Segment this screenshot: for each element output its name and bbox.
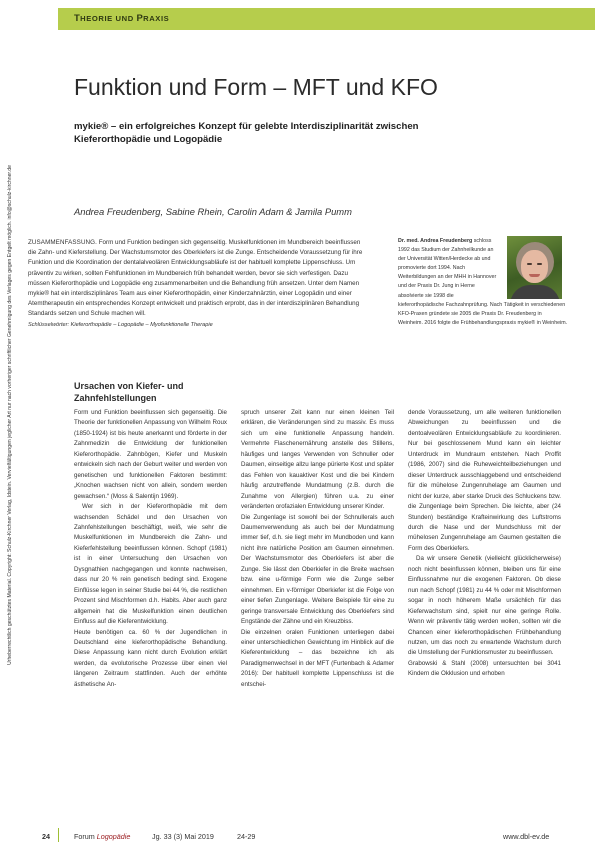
article-subtitle: mykie® – ein erfolgreiches Konzept für gelebte Interdisziplinarität zwischen Kieferorthopädie und Logopädie — [74, 121, 419, 145]
keywords-label: Schlüsselwörter: — [28, 321, 70, 328]
footer-divider — [58, 828, 59, 842]
author-bio-text-2: kieferorthopädische Fachzahnprüfung. Nach Tätigkeit in verschiedenen KFO-Praxen gründete sie 2005 die Praxis Dr. Freudenberg in Weinheim. 2016 folgte die Frühbehandlungspraxis mykie® in Weinheim. — [398, 301, 568, 326]
paragraph: Heute benötigen ca. 60 % der Jugendlichen in Deutschland eine kieferorthopädische Behandlung. Diese Anpassung kann nicht durch Evolution erklärt werden, da evolutorische Prozesse über einen viel längeren Zeitraum stattfinden. Auch der erhöhte ästhetische An- — [74, 628, 227, 688]
journal-logo-text: Logopädie — [96, 832, 131, 841]
paragraph: Form und Funktion beeinflussen sich gegenseitig. Die Theorie der funktionellen Anpassung von Wilhelm Roux (1850-1924) ist bis heute anerkannt und förderte in der Zahnmedizin die Entwicklung der funktionellen Kieferorthopädie. Zahnbögen, Kiefer und Muskeln entwickeln sich nach der Geburt weiter und werden von genetischen und funktionellen Faktoren bestimmt: „Knochen wachsen nicht von allein, sondern werden gewachsen.“ (Moss & Salentijn 1969). — [74, 409, 227, 500]
copyright-sidebar — [0, 26, 20, 804]
paragraph: Wer sich in der Kieferorthopädie mit dem wachsenden Schädel und den Ursachen von Zahnfehlstellungen beschäftigt, weiß, wie sehr die Muskelfunktionen im Mundbereich die Zahn- und Kieferfehlstellung beeinflussen können. Schopf (1981) ist in einer Untersuchung den Ursachen von Dysgnathien nachgegangen und konnte nachweisen, dass nur 20 % rein genetisch bedingt sind. Exogene Einflüsse legen in seiner Studie bei 44 %, die restlichen Prozent sind Mischformen d.h. Habits. Aber auch ganz allgemein hat die Muskelfunktion einen deutlichen Einfluss auf die Kieferentwicklung. — [74, 503, 227, 626]
paragraph: spruch unserer Zeit kann nur einen kleinen Teil erklären, die Veränderungen sind zu massiv. Es muss sich um eine funktionelle Anpassung handeln. Vermehrte Flaschenernährung anstelle des Stillens, häufiges und langes Verwenden von Schnuller oder Daumen, einseitige allzu lange pürierte Kost und später das Fehlen von kauaktiver Kost und die bei Kindern häufig anzutreffende Mundatmung (z.B. durch die Zunahme von Allergien) führen u.a. zu einer veränderten orofazialen Entwicklung unserer Kinder. — [241, 409, 394, 511]
author-bio — [398, 237, 568, 328]
copyright-text: Urheberrechtlich geschütztes Material. Copyright: Schulz-Kirchner Verlag, Idstein. Vervielfältigungen jeglicher Art nur nach vorheriger schriftlicher Genehmigung des Verlages gegen Entgelt möglich. info@schulz-kirchner.de — [7, 165, 13, 665]
section-rubric: THEORIE UND PRAXIS — [74, 13, 170, 24]
paragraph: Die Zungenlage ist sowohl bei der Schnullerals auch Daumenverwendung als auch bei der Mundatmung immer tief, d.h. sie liegt mehr im Mundboden und kann nicht ihre natürliche Position am Gaumen einnehmen. Der Wachstumsmotor des Oberkiefers ist aber die Zunge. Sie lässt den Oberkiefer in die Breite wachsen bzw. eine u-förmige Form wie die Zunge selber einnehmen. Ein v-förmiger Oberkiefer ist die Folge von einer tiefen Zungenlage. Weitere Beispiele für eine zu geringe transversale Entwicklung des Oberkiefers sind Engstände der Zähne und ein Kreuzbiss. — [241, 513, 394, 626]
paragraph: Die einzelnen oralen Funktionen unterliegen dabei einer unterschiedlichen Gewichtung im Hinblick auf die Kieferentwicklung – das bezeichne ich als Paradigmenwechsel in der MFT (Furtenbach & Adamer 2016): Der habituell komplette Lippenschluss ist die entschei- — [241, 628, 394, 688]
page-number: 24 — [42, 832, 50, 841]
abstract-label: ZUSAMMENFASSUNG. — [28, 239, 97, 246]
page-range: 24-29 — [237, 832, 256, 841]
paragraph: dende Voraussetzung, um alle weiteren funktionellen Abweichungen zu beeinflussen und die dentoalveolären Entwicklungsabläufe zu koordinieren. Nur bei geschlossenem Mund kann ein leichter Unterdruck im Mundraum entstehen. Nach Proffit (1986, 2007) sind die Ruheweichteilbeziehungen und dieser Unterdruck ausschlaggebend und entscheidend für die mühelose Zungenruhelage am Gaumen und nicht der kurze, aber starke Druck des Schluckens bzw. die Zungenlage beim Sprechen. Die leichte, aber (24 Stunden) beständige Krafteinwirkung des Luftstroms durch die Nase und der Mundschluss mit der mühelosen Zungenruhelage am Gaumen gestalten die Form des Oberkiefers. — [408, 409, 561, 552]
abstract-text: Form und Funktion bedingen sich gegenseitig. Muskelfunktionen im Mundbereich beeinflussen die Zahn- und Kieferstellung. Der Wachstumsmotor des Oberkiefers ist die Zunge. Entscheidende Voraussetzung für ihre Funktion und die Koordination der dentalalveolären Entwicklungsabläufe ist der habituell komplette Lippenschluss. Um präventiv zu wirken, sollten Fehlfunktionen im Mundbereich früh behandelt werden, bevor sie sich verfestigen. Dazu müssen Kieferorthopädie und Logopädie eng zusammenarbeiten und die Behandlung früh ansetzen. Unter dem Namen mykie® hat ein interdisziplinäres Team aus einer Kieferorthopädin, einer Kinderzahnärztin, einer Logopädin und einer Atemtherapeutin ein entsprechendes Konzept entwickelt und praktisch erprobt, das in der interdisziplinären Behandlung Standards setzen und Schule machen will. — [28, 239, 363, 318]
author-bio-text-1: schloss 1992 das Studium der Zahnheilkunde an der Universität Witten/Herdecke ab und promovierte dort 1994. Nach Weiterbildungen an der MHH in Hannover und der Praxis Dr. Jung in Herne absolvierte sie 1998 die — [398, 238, 497, 299]
body-column-1 — [74, 408, 227, 690]
paragraph: Grabowski & Stahl (2008) untersuchten bei 3041 Kindern die Okklusion und erhoben — [408, 659, 561, 678]
journal-issue: Jg. 33 (3) Mai 2019 — [152, 832, 214, 841]
body-column-2 — [241, 408, 394, 690]
paragraph: Da wir unsere Genetik (vielleicht glücklicherweise) noch nicht beeinflussen können, bleiben uns für eine Einflussnahme nur die exogenen Faktoren. Ob diese nun nach Schopf (1981) zu 44 % oder mit Mischformen sogar in noch höherem Maße ursächlich für das Kieferwachstum sind, spielt nur eine geringe Rolle. Wenn wir präventiv tätig werden wollen, sollten wir die Chancen einer kieferorthopädischen Frühbehandlung nutzen, um das noch zu erwartende Wachstum durch die Umstellung der Funktionsmuster zu beeinflussen. — [408, 555, 561, 657]
keywords: Kieferorthopädie – Logopädie – Myofunktionelle Therapie — [69, 321, 213, 328]
author-bio-name: Dr. med. Andrea Freudenberg — [398, 238, 473, 244]
journal-name: Forum Logopädie — [74, 832, 131, 841]
article-title: Funktion und Form – MFT und KFO — [74, 74, 438, 100]
abstract — [28, 238, 368, 358]
footer-url[interactable]: www.dbl-ev.de — [503, 832, 550, 841]
body-column-3 — [408, 408, 561, 680]
section-heading: Ursachen von Kiefer- und Zahnfehlstellungen — [74, 381, 184, 403]
article-authors: Andrea Freudenberg, Sabine Rhein, Carolin Adam & Jamila Pumm — [74, 206, 352, 217]
